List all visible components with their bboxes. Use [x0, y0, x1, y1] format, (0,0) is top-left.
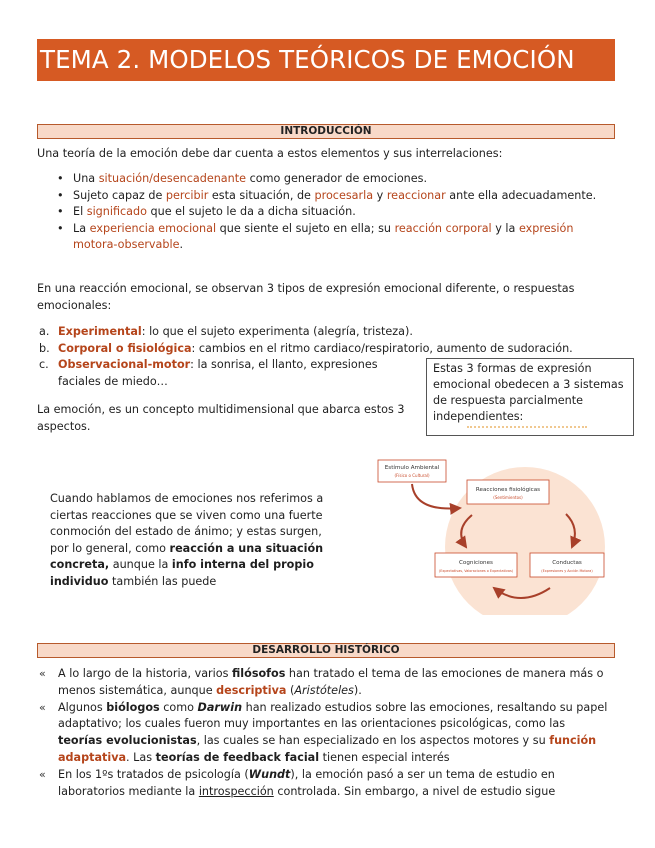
list-item: b. Corporal o fisiológica: cambios en el ritmo cardiaco/respiratorio, aumento de sudoración.: [39, 341, 573, 355]
intro-lead: Una teoría de la emoción debe dar cuenta a estos elementos y sus interrelaciones:: [37, 147, 503, 160]
page-title: TEMA 2. MODELOS TEÓRICOS DE EMOCIÓN: [37, 39, 615, 81]
list-item: c. Observacional-motor: la sonrisa, el llanto, expresiones faciales de miedo…: [39, 358, 378, 388]
stimulus-label: Estímulo Ambiental: [384, 465, 440, 471]
list-item: a. Experimental: lo que el sujeto experimenta (alegría, tristeza).: [39, 325, 413, 338]
behavior-sublabel: (Expresiones y Acción Motora): [541, 569, 593, 573]
history-list: [37, 666, 612, 800]
dotted-line: [467, 426, 587, 430]
list-item: « En los 1ºs tratados de psicología (Wundt), la emoción pasó a ser un tema de estudio en laboratorios mediante la introspección controlada. Sin embargo, a nivel de estudio sigue: [37, 767, 612, 801]
list-item: • Sujeto capaz de percibir esta situación, de procesarla y reaccionar ante ella adecuadamente.: [37, 188, 612, 205]
note-box: [426, 358, 634, 436]
intro-paragraph-2: En una reacción emocional, se observan 3 tipos de expresión emocional diferente, o respuestas emocionales:: [37, 282, 575, 312]
stimulus-node: [378, 460, 446, 482]
element-list: [37, 171, 612, 254]
list-item: « Algunos biólogos como Darwin han realizado estudios sobre las emociones, resaltando su papel adaptativo; los cuales fueron muy importantes en las orientaciones psicológicas, como las teorías evolucionistas, las cuales se han especializado en los aspectos motores y su función adaptativa. Las teorías de feedback facial tienen especial interés: [37, 700, 612, 767]
stimulus-arrow: [412, 484, 460, 509]
stimulus-sublabel: (Físico o Cultural): [394, 473, 430, 478]
list-item: • El significado que el sujeto le da a dicha situación.: [37, 204, 612, 221]
cognition-sublabel: (Expectativas, Valoraciones o Expectativas): [438, 569, 514, 573]
section-heading-desarrollo: DESARROLLO HISTÓRICO: [37, 643, 615, 658]
section-heading-introduccion: INTRODUCCIÓN: [37, 124, 615, 139]
intro-paragraph-3: La emoción, es un concepto multidimensional que abarca estos 3 aspectos.: [37, 403, 405, 433]
list-item: • La experiencia emocional que siente el sujeto en ella; su reacción corporal y la expresión motora-observable.: [37, 221, 612, 254]
physio-label: Reacciones fisiológicas: [475, 487, 541, 493]
intro-paragraph-4: Cuando hablamos de emociones nos referimos a ciertas reacciones que se viven como una fuerte conmoción del estado de ánimo; y estas surgen, por lo general, como reacción a una situación concreta, aunque la info interna del propio individuo también las puede: [50, 492, 324, 588]
list-item: • Una situación/desencadenante como generador de emociones.: [37, 171, 612, 188]
note-text: Estas 3 formas de expresión emocional obedecen a 3 sistemas de respuesta parcialmente independientes:: [433, 362, 624, 423]
cognition-label: Cogniciones: [459, 560, 493, 566]
list-item: « A lo largo de la historia, varios filósofos han tratado el tema de las emociones de manera más o menos sistemática, aunque descriptiva (Aristóteles).: [37, 666, 612, 700]
behavior-label: Conductas: [552, 560, 582, 566]
physio-sublabel: (Sentimientos): [493, 495, 523, 500]
emotion-model-diagram: [370, 450, 630, 615]
